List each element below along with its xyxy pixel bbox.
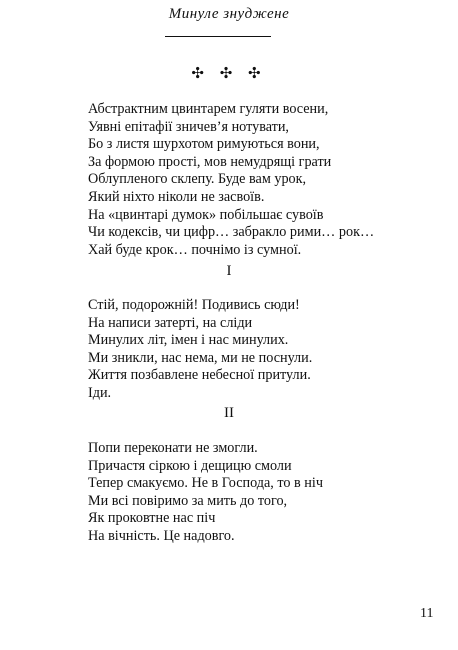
verse-line: За формою прості, мов немудрящі грати	[88, 153, 332, 170]
section-number-2: II	[224, 405, 234, 421]
section-2-stanza	[88, 440, 323, 546]
section-number-1: I	[226, 263, 232, 279]
verse-line: На вічність. Це надовго.	[88, 527, 235, 544]
verse-line: Тепер смакуємо. Не в Господа, то в ніч	[88, 475, 323, 492]
verse-line: На «цвинтарі думок» побільшає сувоїв	[88, 206, 324, 223]
verse-line: Ми всі повіримо за мить до того,	[88, 492, 288, 509]
verse-line: На написи затерті, на сліди	[88, 314, 253, 331]
verse-line: Ми зникли, нас нема, ми не поснули.	[88, 349, 313, 366]
verse-line: Іди.	[88, 384, 112, 401]
verse-line: Абстрактним цвинтарем гуляти восени,	[88, 101, 329, 117]
section-1-stanza	[88, 297, 312, 403]
verse-line: Чи кодексів, чи цифр… забракло рими… рок…	[88, 224, 375, 241]
verse-line: Облупленого склепу. Буде вам урок,	[88, 171, 307, 188]
verse-line: Як проковтне нас піч	[88, 510, 216, 527]
verse-line: Бо з листя шурхотом римуються вони,	[88, 136, 320, 153]
verse-line: Причастя сіркою і дещицю смоли	[88, 457, 292, 474]
verse-line: Стій, подорожній! Подивись сюди!	[88, 297, 300, 313]
verse-line: Минулих літ, імен і нас минулих.	[88, 332, 289, 349]
verse-line: Уявні епітафії зничев’я нотувати,	[88, 118, 289, 135]
verse-line: Попи переконати не змогли.	[88, 440, 258, 456]
verse-line: Хай буде крок… почнімо із сумної.	[88, 241, 302, 258]
ornament: ✣ ✣ ✣	[191, 66, 267, 82]
head-rule	[165, 36, 271, 37]
page-number: 11	[420, 606, 434, 621]
verse-line: Який ніхто ніколи не засвоїв.	[88, 188, 265, 205]
intro-stanza	[88, 101, 374, 259]
running-head: Минуле знуджене	[168, 6, 290, 22]
verse-line: Життя позбавлене небесної притули.	[88, 367, 311, 384]
